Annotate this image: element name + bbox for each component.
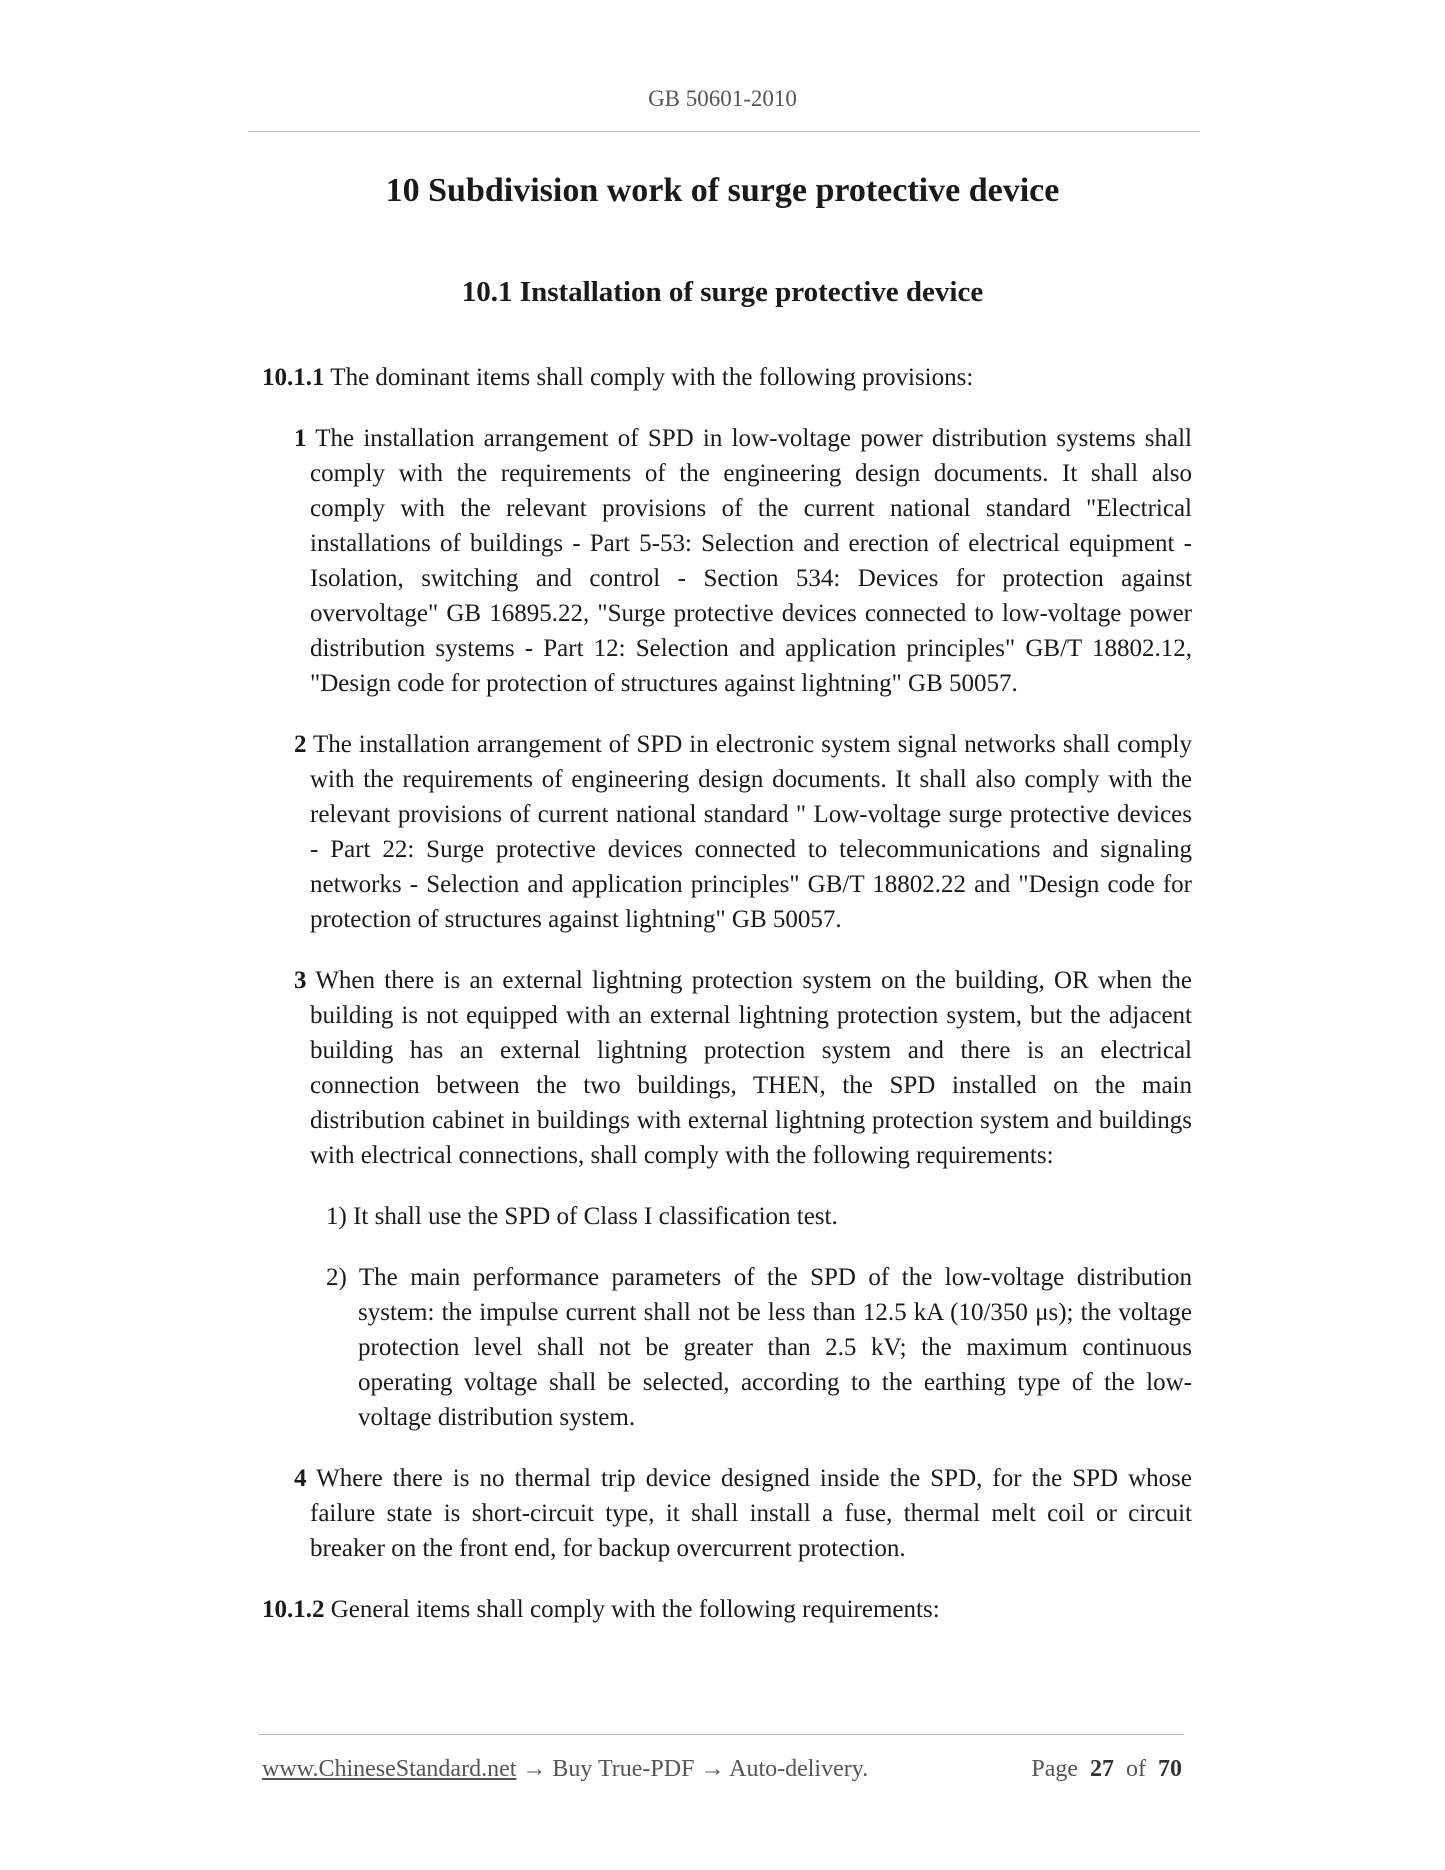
chapter-title: 10 Subdivision work of surge protective device — [385, 172, 1060, 209]
clause-number: 10.1.1 — [262, 364, 325, 391]
clause-text: The dominant items shall comply with the following provisions: — [324, 364, 974, 391]
site-link[interactable]: www.ChineseStandard.net — [262, 1756, 517, 1782]
page-label: Page — [1031, 1756, 1078, 1782]
clause-10-1-1 — [262, 360, 1192, 395]
document-body — [262, 360, 1192, 1653]
section-title: 10.1 Installation of surge protective device — [461, 276, 984, 308]
footer-promo — [262, 1756, 868, 1783]
item-text: The installation arrangement of SPD in low-voltage power distribution systems shall comply with the requirements of the engineering design documents. It shall also comply with the relevant provisions of the current national standard "Electrical installations of buildings - Part 5-53: Selection and erection of electrical equipment - Isolation, switching and control - Section 534: Devices for protection against overvoltage" GB 16895.22, "Surge protective devices connected to low-voltage power distribution systems - Part 12: Selection and application principles" GB/T 18802.12, "Design code for protection of structures against lightning" GB 50057. — [306, 425, 1192, 697]
page-of: of — [1126, 1756, 1146, 1782]
page-indicator — [1031, 1756, 1182, 1783]
sub-item-2: 2) The main performance parameters of the SPD of the low-voltage distribution system: the impulse current shall not be less than 12.5 kA (10/350 μs); the voltage protection level shall not be greater than 2.5 kV; the maximum continuous operating voltage shall be selected, according to the earthing type of the low-voltage distribution system. — [326, 1264, 1192, 1431]
provision-item-4 — [262, 1461, 1192, 1566]
clause-number: 10.1.2 — [262, 1596, 325, 1623]
header-divider — [248, 131, 1200, 132]
provision-item-2 — [262, 727, 1192, 937]
item-number: 3 — [294, 967, 307, 994]
item-text: When there is an external lightning protection system on the building, OR when the building is not equipped with an external lightning protection system, but the adjacent building has an external lightning protection system and there is an electrical connection between the two buildings, THEN, the SPD installed on the main distribution cabinet in buildings with external lightning protection system and buildings with electrical connections, shall comply with the following requirements: — [306, 967, 1192, 1169]
provision-item-1 — [262, 421, 1192, 701]
promo-text: → Buy True-PDF → Auto-delivery. — [516, 1756, 869, 1782]
item-number: 1 — [294, 425, 307, 452]
item-text: Where there is no thermal trip device designed inside the SPD, for the SPD whose failure state is short-circuit type, it shall install a fuse, thermal melt coil or circuit breaker on the front end, for backup overcurrent protection. — [306, 1465, 1192, 1562]
item-number: 2 — [294, 731, 307, 758]
page-total: 70 — [1158, 1756, 1182, 1782]
footer-divider — [258, 1734, 1184, 1735]
header-standard-code: GB 50601-2010 — [648, 86, 797, 111]
clause-text: General items shall comply with the following requirements: — [324, 1596, 940, 1623]
sub-item-1: 1) It shall use the SPD of Class I classification test. — [326, 1203, 838, 1230]
provision-item-3 — [262, 963, 1192, 1173]
item-number: 4 — [294, 1465, 307, 1492]
clause-10-1-2 — [262, 1592, 1192, 1627]
page-current: 27 — [1090, 1756, 1114, 1782]
item-text: The installation arrangement of SPD in electronic system signal networks shall comply with the requirements of engineering design documents. It shall also comply with the relevant provisions of current national standard " Low-voltage surge protective devices - Part 22: Surge protective devices connected to telecommunications and signaling networks - Selection and application principles" GB/T 18802.22 and "Design code for protection of structures against lightning" GB 50057. — [306, 731, 1192, 933]
